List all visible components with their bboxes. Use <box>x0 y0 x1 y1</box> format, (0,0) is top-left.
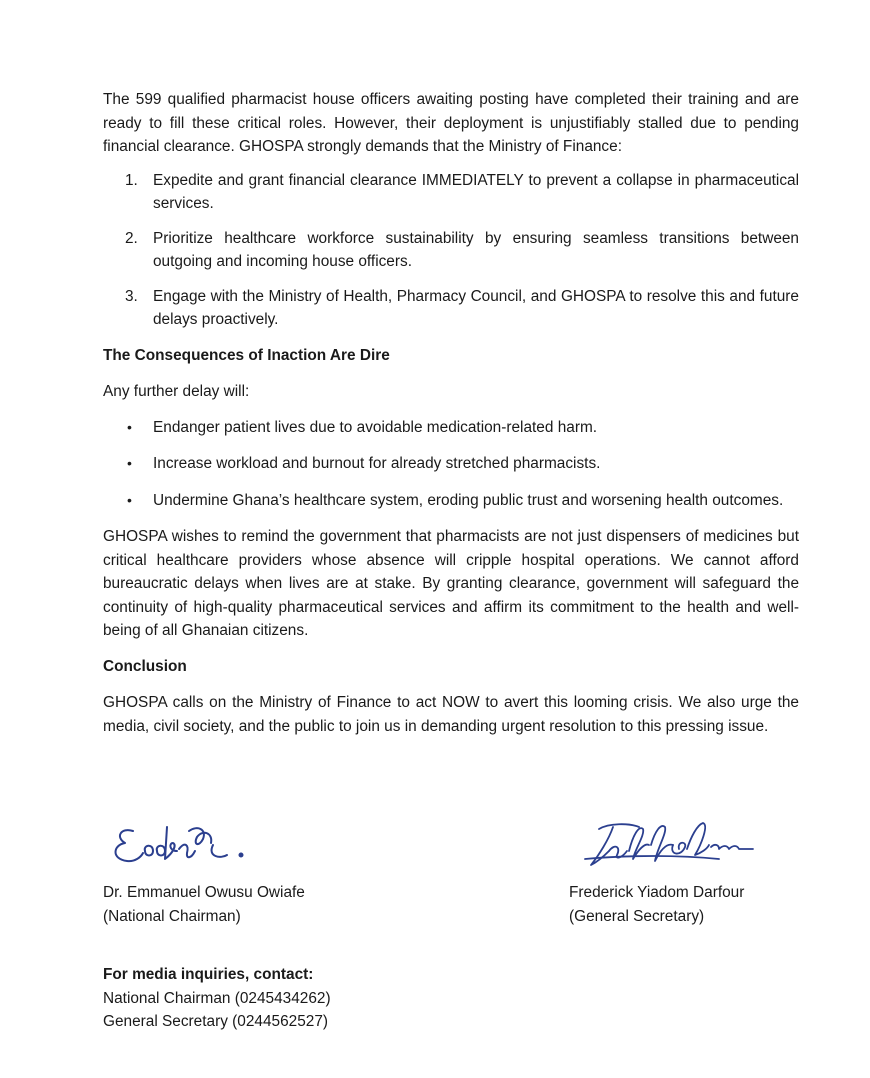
demand-number: 1. <box>125 171 138 189</box>
demand-item <box>103 227 799 274</box>
contact-heading: For media inquiries, contact: <box>103 966 314 983</box>
media-contact-section <box>103 963 799 1034</box>
demand-text: Expedite and grant financial clearance IMMEDIATELY to prevent a collapse in pharmaceutical services. <box>153 171 799 212</box>
signatory-chairman <box>103 815 305 928</box>
signatory-title: (General Secretary) <box>569 907 705 925</box>
contact-line-secretary: General Secretary (0244562527) <box>103 1013 329 1030</box>
demand-number: 3. <box>125 287 138 305</box>
bullet-icon: • <box>127 491 132 508</box>
signatory-title: (National Chairman) <box>103 907 241 925</box>
document-body <box>103 88 799 738</box>
demand-text: Prioritize healthcare workforce sustainability by ensuring seamless transitions between outgoing and incoming house officers. <box>153 229 799 270</box>
handwritten-signature-chairman <box>103 815 283 877</box>
reminder-paragraph: GHOSPA wishes to remind the government that pharmacists are not just dispensers of medicines but critical healthcare providers whose absence will cripple hospital operations. We cannot afford bureaucratic delays when lives are at stake. By granting clearance, government will safeguard the continuity of high-quality pharmaceutical services and affirm its commitment to the health and well-being of all Ghanaian citizens. <box>103 528 799 639</box>
demand-number: 2. <box>125 229 138 247</box>
signatures-section <box>103 815 799 935</box>
bullet-icon: • <box>127 418 132 435</box>
handwritten-signature-secretary <box>569 815 769 877</box>
consequence-item <box>103 416 799 440</box>
demand-item <box>103 285 799 332</box>
demand-item <box>103 169 799 216</box>
demand-text: Engage with the Ministry of Health, Pharmacy Council, and GHOSPA to resolve this and future delays proactively. <box>153 287 799 328</box>
demands-list <box>103 169 799 332</box>
contact-line-chairman: National Chairman (0245434262) <box>103 989 331 1007</box>
conclusion-paragraph: GHOSPA calls on the Ministry of Finance to act NOW to avert this looming crisis. We also urge the media, civil society, and the public to join us in demanding urgent resolution to this pressing issue. <box>103 694 799 735</box>
consequences-list <box>103 416 799 513</box>
consequences-heading: The Consequences of Inaction Are Dire <box>103 346 390 364</box>
consequence-item <box>103 489 799 513</box>
intro-paragraph: The 599 qualified pharmacist house officers awaiting posting have completed their training and are ready to fill these critical roles. However, their deployment is unjustifiably stalled due to pending financial clearance. GHOSPA strongly demands that the Ministry of Finance: <box>103 91 799 155</box>
bullet-icon: • <box>127 455 132 471</box>
signatory-secretary <box>569 815 769 928</box>
consequences-lead: Any further delay will: <box>103 383 250 400</box>
consequence-text: Undermine Ghana’s healthcare system, eroding public trust and worsening health outcomes. <box>153 491 784 509</box>
signatory-name: Dr. Emmanuel Owusu Owiafe <box>103 884 305 901</box>
conclusion-heading: Conclusion <box>103 657 187 675</box>
consequence-text: Increase workload and burnout for already stretched pharmacists. <box>153 455 601 472</box>
signatory-name: Frederick Yiadom Darfour <box>569 884 745 901</box>
consequence-text: Endanger patient lives due to avoidable medication-related harm. <box>153 418 598 436</box>
consequence-item <box>103 452 799 476</box>
